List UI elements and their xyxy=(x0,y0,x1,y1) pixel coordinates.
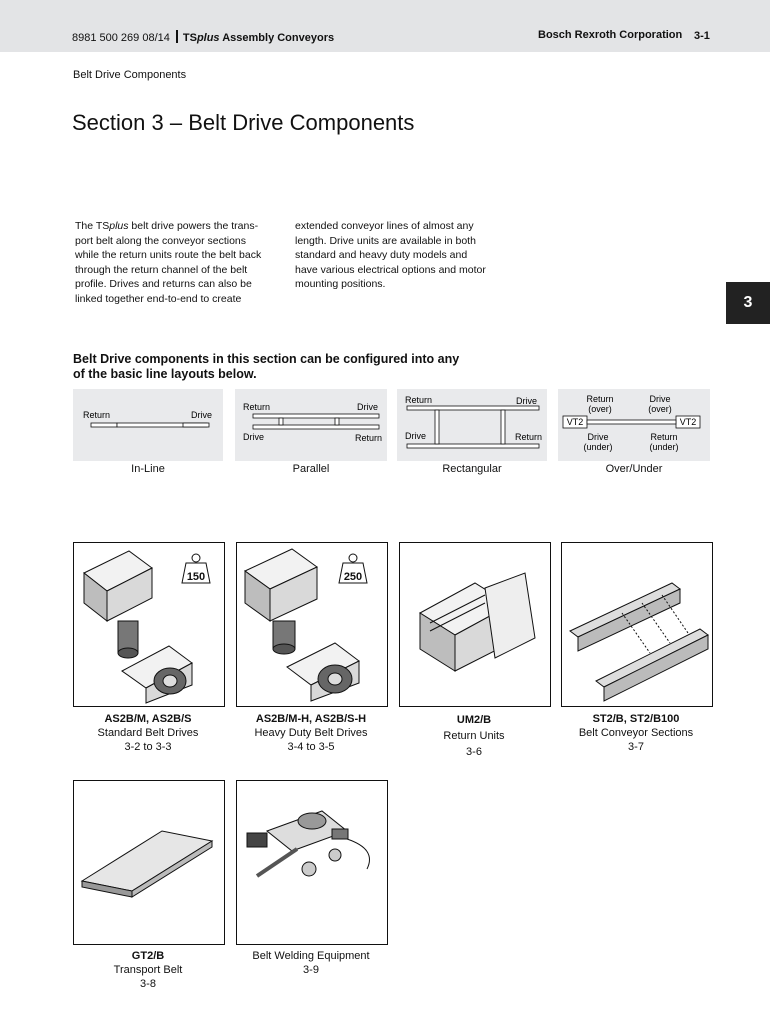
conveyor-section-illustration xyxy=(570,583,708,701)
doc-number: 8981 500 269 08/14 xyxy=(72,32,170,44)
page-title: Section 3 – Belt Drive Components xyxy=(72,110,415,135)
layout-label: Return xyxy=(650,432,678,442)
layout-label: Drive xyxy=(405,431,427,441)
product-code: ST2/B, ST2/B100 xyxy=(592,713,680,725)
layout-name-over-under: Over/Under xyxy=(605,463,663,475)
layout-label: Drive xyxy=(649,394,671,404)
product-caption xyxy=(235,712,387,754)
layout-label: VT2 xyxy=(679,417,697,427)
section-tab[interactable]: 3 xyxy=(726,282,770,324)
page-number: 3-1 xyxy=(694,30,710,42)
breadcrumb: Belt Drive Components xyxy=(73,69,187,81)
product-caption xyxy=(235,949,387,977)
svg-text:150: 150 xyxy=(186,571,206,583)
product-pages[interactable]: 3-2 to 3-3 xyxy=(124,741,172,753)
header-separator xyxy=(176,30,178,43)
product-code: AS2B/M, AS2B/S xyxy=(104,713,192,725)
conveyor-upper xyxy=(253,414,379,418)
layout-name-inline: In-Line xyxy=(131,463,165,475)
layout-name-parallel: Parallel xyxy=(292,463,330,475)
page-header xyxy=(0,0,770,52)
layout-label: Drive xyxy=(243,432,265,442)
product-code: UM2/B xyxy=(456,714,492,726)
layout-label: Drive xyxy=(191,410,213,420)
welding-equipment-illustration xyxy=(247,811,370,876)
intro-line: extended conveyor lines of almost any xyxy=(295,220,474,232)
intro-column-1 xyxy=(75,219,275,306)
conveyor-lower xyxy=(253,425,379,429)
conveyor-over-under xyxy=(587,420,676,424)
product-name xyxy=(183,32,334,44)
conveyor-right xyxy=(501,410,505,444)
product-code: AS2B/M-H, AS2B/S-H xyxy=(255,713,367,725)
product-description: Standard Belt Drives xyxy=(97,727,199,739)
product-ts: TS xyxy=(182,32,197,44)
layouts-heading xyxy=(73,352,503,382)
belt-conveyor-section-image[interactable] xyxy=(561,542,713,707)
intro-line: while the return units route the belt back xyxy=(75,249,262,261)
intro-line: length. Drive units are available in both xyxy=(295,234,476,247)
intro-line: standard and heavy duty models and xyxy=(295,249,468,261)
layout-label: Drive xyxy=(587,432,609,442)
intro-line: have various electrical options and motor xyxy=(295,263,486,276)
product-description: Heavy Duty Belt Drives xyxy=(254,727,368,739)
product-plus: plus xyxy=(196,32,220,44)
standard-belt-drive-image[interactable] xyxy=(73,542,225,707)
layout-name-rectangular: Rectangular xyxy=(442,463,502,475)
product-pages[interactable]: 3-7 xyxy=(628,741,644,753)
drive-unit-illustration xyxy=(84,551,192,703)
return-unit-illustration xyxy=(420,573,535,671)
layout-label: (under) xyxy=(583,442,613,452)
product-pages[interactable]: 3-6 xyxy=(466,746,482,758)
intro-line: The TSplus belt drive powers the trans- xyxy=(75,220,259,232)
layout-label: VT2 xyxy=(566,417,584,427)
layout-label: Return xyxy=(405,395,433,405)
transfer-link xyxy=(335,418,339,425)
layout-rectangular-diagram xyxy=(397,389,547,461)
return-unit-image[interactable] xyxy=(399,542,551,707)
weight-badge-icon xyxy=(339,554,367,583)
layout-parallel-diagram xyxy=(235,389,387,461)
layout-label: Return xyxy=(243,402,271,412)
layout-label: Return xyxy=(355,433,383,443)
layout-inline-diagram xyxy=(73,389,223,461)
intro-line: through the return channel of the belt xyxy=(75,263,248,276)
product-rest: Assembly Conveyors xyxy=(219,32,335,44)
intro-line: mounting positions. xyxy=(295,278,386,290)
layout-label: Return xyxy=(586,394,614,404)
layout-label: Return xyxy=(83,410,111,420)
layout-label: (under) xyxy=(649,442,679,452)
product-description: Return Units xyxy=(443,730,505,742)
product-code: GT2/B xyxy=(131,950,165,962)
intro-line: port belt along the conveyor sections xyxy=(75,234,247,247)
layout-label: Drive xyxy=(516,396,538,406)
intro-line: linked together end-to-end to create xyxy=(75,292,242,305)
layouts-heading-line: of the basic line layouts below. xyxy=(73,367,257,381)
header-document-info xyxy=(72,30,334,44)
product-caption xyxy=(72,949,224,991)
belt-welding-equipment-image[interactable] xyxy=(236,780,388,945)
product-pages[interactable]: 3-9 xyxy=(303,964,319,976)
layout-label: Drive xyxy=(357,402,379,412)
return-unit xyxy=(91,423,117,427)
intro-line: profile. Drives and returns can also be xyxy=(75,278,252,290)
product-caption xyxy=(72,712,224,754)
layouts-heading-line: Belt Drive components in this section can be configured into any xyxy=(73,352,460,366)
layout-label: Return xyxy=(515,432,543,442)
company-name: Bosch Rexroth Corporation xyxy=(538,29,683,41)
conveyor-top xyxy=(407,406,539,410)
conveyor-bottom xyxy=(407,444,539,448)
transport-belt-image[interactable] xyxy=(73,780,225,945)
product-description: Belt Welding Equipment xyxy=(252,950,370,962)
product-caption xyxy=(398,712,550,760)
product-description: Transport Belt xyxy=(113,964,183,976)
product-pages[interactable]: 3-8 xyxy=(140,978,156,990)
svg-text:250: 250 xyxy=(343,571,363,583)
transport-belt-illustration xyxy=(82,831,212,897)
layout-label: (over) xyxy=(648,404,672,414)
layout-label: (over) xyxy=(588,404,612,414)
product-pages[interactable]: 3-4 to 3-5 xyxy=(287,741,335,753)
intro-column-2 xyxy=(295,219,505,292)
product-description: Belt Conveyor Sections xyxy=(578,727,694,739)
drive-unit xyxy=(183,423,209,427)
heavy-duty-belt-drive-image[interactable] xyxy=(236,542,388,707)
product-caption xyxy=(560,712,712,754)
weight-badge-icon xyxy=(182,554,210,583)
transfer-link xyxy=(279,418,283,425)
conveyor-left xyxy=(435,410,439,444)
layout-over-under-diagram xyxy=(558,389,710,461)
